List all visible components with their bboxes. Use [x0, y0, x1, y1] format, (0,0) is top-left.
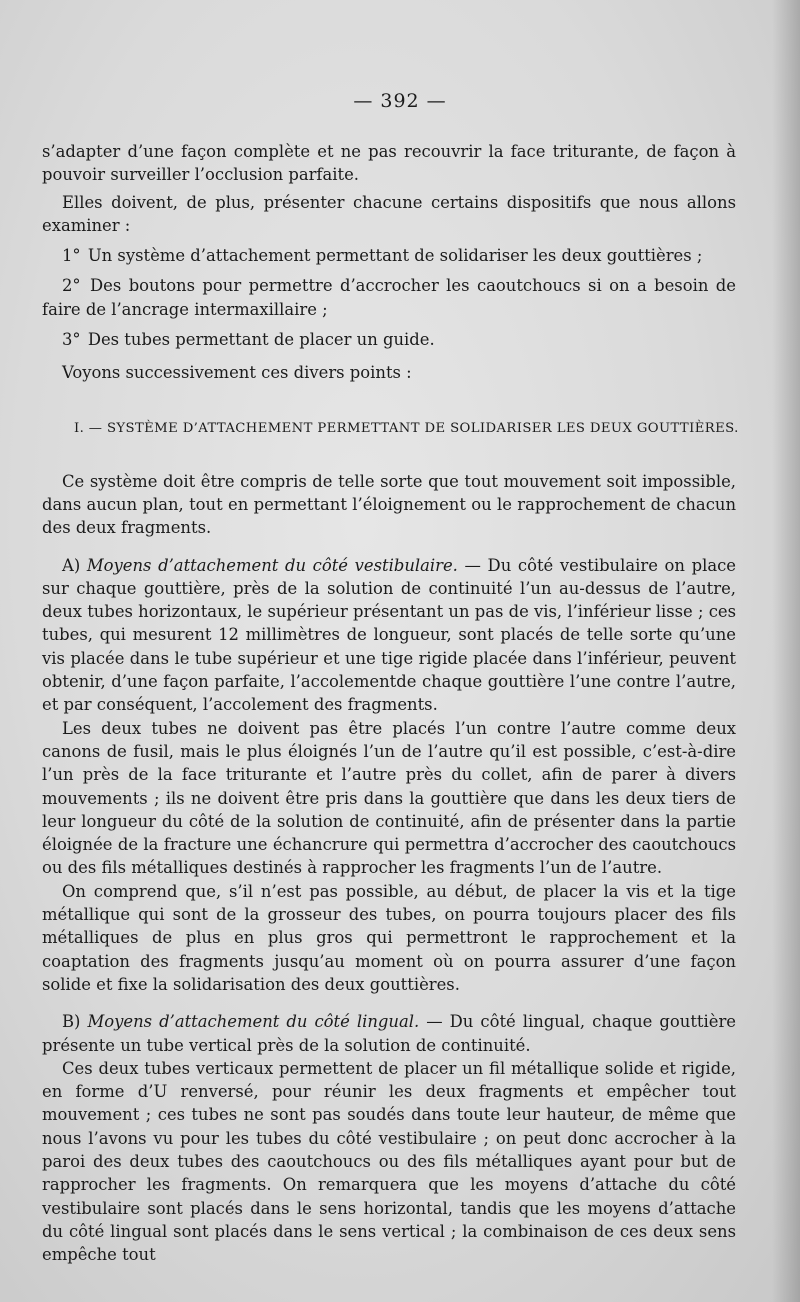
subsection-a-text: — Du côté vestibulaire on place sur chaque gouttière, près de la solution de continuité l’un au-dessus de l’autre, deux tubes horizontaux, le supérieur présentant un pas de vis, l’inférieur lisse ; ces tubes, qui mesurent 12 millimètres de longueur, sont placés de telle sorte qu’une vis placée dans le tube supérieur et une tige rigide placée dans l’inférieur, peuvent obtenir, d’une façon parfaite, l’accolementde chaque gouttière l’une contre l’autre, et par conséquent, l’accolement des fragments.: [42, 555, 736, 715]
subsection-b-paragraph: [42, 1010, 736, 1057]
paragraph-devices-intro: Elles doivent, de plus, présenter chacune certains dispositifs que nous allons examiner :: [42, 192, 736, 235]
list-item-text: Des tubes permettant de placer un guide.: [87, 330, 435, 350]
list-item: [42, 328, 736, 351]
list-item-number: 1°: [62, 246, 81, 266]
section-dash: —: [88, 420, 103, 436]
section-title: SYSTÈME D’ATTACHEMENT PERMETTANT DE SOLIDARISER LES DEUX GOUTTIÈRES.: [106, 420, 739, 436]
subsection-b-title: Moyens d’attachement du côté lingual.: [87, 1012, 420, 1032]
list-item: [42, 274, 736, 321]
paragraph-continuation: s’adapter d’une façon complète et ne pas recouvrir la face triturante, de façon à pouvoir surveiller l’occlusion parfaite.: [42, 142, 736, 185]
list-item-text: Des boutons pour permettre d’accrocher les caoutchoucs si on a besoin de faire de l’ancrage intermaxillaire ;: [42, 276, 736, 319]
list-item-text: Un système d’attachement permettant de solidariser les deux gouttières ;: [87, 246, 703, 266]
list-item: [42, 244, 736, 267]
subsection-a-paragraph: [42, 554, 736, 717]
page-number: — 392 —: [353, 90, 447, 112]
list-item-number: 2°: [62, 276, 81, 296]
paragraph-system-requirement: Ce système doit être compris de telle sorte que tout mouvement soit impossible, dans aucun plan, tout en permettant l’éloignement ou le rapprochement de chacun des deux fragments.: [42, 471, 736, 538]
page-edge-shadow: [772, 0, 800, 1302]
subsection-a-title: Moyens d’attachement du côté vestibulaire.: [86, 555, 458, 575]
page-body: [42, 140, 739, 1266]
paragraph-tube-placement: Les deux tubes ne doivent pas être placés l’un contre l’autre comme deux canons de fusil, mais le plus éloignés l’un de l’autre qu’il est possible, c’est-à-dire l’un près de la face triturante et l’autre près du collet, afin de parer à divers mouvements ; ils ne doivent être pris dans la gouttière que dans les deux tiers de leur longueur du côté de la solution de continuité, afin de présenter dans la partie éloignée de la fracture une échancrure qui permettra d’accrocher des caoutchoucs ou des fils métalliques destinés à rapprocher les fragments l’un de l’autre.: [42, 718, 736, 878]
subsection-a-label: A): [62, 555, 81, 575]
section-heading: [42, 419, 739, 439]
paragraph-wire-alternative: On comprend que, s’il n’est pas possible, au début, de placer la vis et la tige métallique qui sont de la grosseur des tubes, on pourra toujours placer des fils métalliques de plus en plus gros qui permettront le rapprochement et la coaptation des fragments jusqu’au moment où on pourra assurer d’une façon solide et fixe la solidarisation des deux gouttières.: [42, 881, 736, 994]
subsection-b-label: B): [62, 1012, 81, 1032]
paragraph-transition: Voyons successivement ces divers points :: [62, 363, 412, 383]
list-item-number: 3°: [62, 330, 81, 350]
section-numeral: I.: [74, 420, 85, 436]
paragraph-vertical-tubes: Ces deux tubes verticaux permettent de placer un fil métallique solide et rigide, en forme d’U renversé, pour réunir les deux fragments et empêcher tout mouvement ; ces tubes ne sont pas soudés dans toute leur hauteur, de même que nous l’avons vu pour les tubes du côté vestibulaire ; on peut donc accrocher à la paroi des deux tubes des caoutchoucs ou des fils métalliques ayant pour but de rapprocher les fragments. On remarquera que les moyens d’attache du côté vestibulaire sont placés dans le sens horizontal, tandis que les moyens d’attache du côté lingual sont placés dans le sens vertical ; la combinaison de ces deux sens empêche tout: [42, 1058, 736, 1265]
subsection-b-text: — Du côté lingual, chaque gouttière présente un tube vertical près de la solution de continuité.: [42, 1012, 736, 1055]
